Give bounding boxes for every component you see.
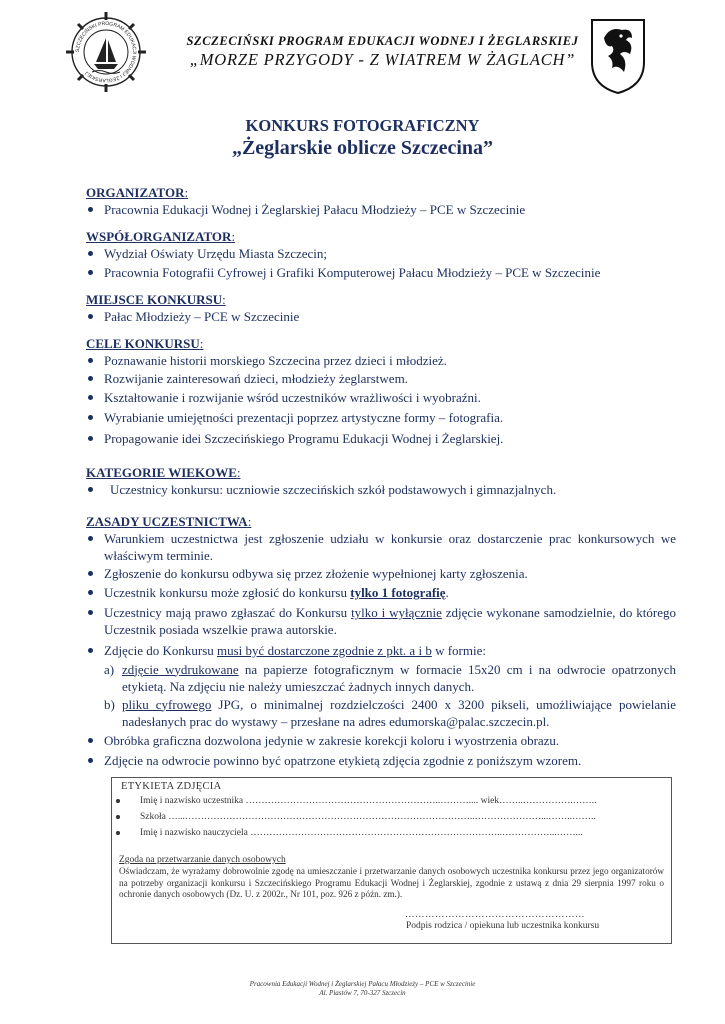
section-title: KATEGORIE WIEKOWE:: [86, 464, 241, 480]
list-item: Wyrabianie umiejętności prezentacji poprzez artystyczne formy – fotografia.: [86, 409, 676, 426]
list-item: Pracownia Fotografii Cyfrowej i Grafiki Komputerowej Pałacu Młodzieży – PCE w Szczecinie: [86, 264, 676, 281]
program-motto: „MORZE PRZYGODY - Z WIATREM W ŻAGLACH”: [189, 50, 576, 69]
age-categories-section: [86, 465, 676, 498]
consent-title: Zgoda na przetwarzanie danych osobowych: [119, 855, 286, 865]
list-item: Uczestnik konkursu może zgłosić do konkursu tylko 1 fotografię.: [86, 584, 676, 601]
bullet-icon: [116, 799, 120, 803]
sub-item-a: a) zdjęcie wydrukowane na papierze fotograficznym w formacie 15x20 cm i na odwrocie opatrzonych etykietą. Na zdjęciu nie należy umieszczać żadnych innych danych.: [104, 661, 676, 694]
goals-section: [86, 336, 676, 447]
sub-item-b: b) pliku cyfrowego JPG, o minimalnej rozdzielczości 2400 x 3200 pikseli, umożliwiające powielanie nadesłanych prac do wystawy – przesłane na adres edumorska@palac.szczecin.pl.: [104, 696, 676, 729]
submission-forms-list: [86, 661, 676, 730]
venue-section: [86, 292, 676, 325]
list-item: Uczestnicy konkursu: uczniowie szczecińskich szkół podstawowych i gimnazjalnych.: [86, 481, 676, 498]
program-name: SZCZECIŃSKI PROGRAM EDUKACJI WODNEJ I ŻEGLARSKIEJ: [186, 34, 579, 48]
list-item: Zdjęcie do Konkursu musi być dostarczone zgodnie z pkt. a i b w formie:: [86, 642, 676, 659]
page-footer: [0, 980, 725, 998]
list-item: Zdjęcie na odwrocie powinno być opatrzone etykietą zdjęcia zgodnie z poniższym wzorem.: [86, 752, 676, 769]
photo-label-template: [111, 777, 672, 944]
section-title: WSPÓŁORGANIZATOR:: [86, 229, 236, 244]
list-item: Uczestnicy mają prawo zgłaszać do Konkursu tylko i wyłącznie zdjęcie wykonane samodzielnie, do którego Uczestnik posiada wszelkie prawa autorskie.: [86, 604, 676, 638]
list-item: Pałac Młodzieży – PCE w Szczecinie: [86, 308, 676, 325]
coorganizer-section: [86, 229, 676, 281]
emblem-ring-text: SZCZECIŃSKI PROGRAM EDUKACJI WODNEJ I ŻEGLARSKIEJ: [74, 20, 138, 84]
contest-type-heading: KONKURS FOTOGRAFICZNY: [245, 116, 480, 135]
rules-section: [86, 514, 676, 769]
list-item: Rozwijanie zainteresowań dzieci, młodzieży żeglarstwem.: [86, 370, 676, 387]
section-title: MIEJSCE KONKURSU:: [86, 291, 226, 307]
teacher-name-field: Imię i nazwisko nauczyciela ……………………………………………………………………..……………...……...: [112, 827, 671, 841]
signature-line: ………………………………………………: [405, 910, 585, 920]
list-item: Obróbka graficzna dozwolona jedynie w zakresie korekcji koloru i wyostrzenia obrazu.: [86, 732, 676, 749]
list-item: Pracownia Edukacji Wodnej i Żeglarskiej Pałacu Młodzieży – PCE w Szczecinie: [86, 201, 676, 218]
contest-name-heading: „Żeglarskie oblicze Szczecina”: [231, 137, 494, 159]
section-title: ZASADY UCZESTNICTWA:: [86, 513, 252, 529]
bullet-icon: [116, 831, 120, 835]
organizer-section: [86, 185, 676, 218]
regulations-content: [86, 185, 676, 780]
list-item: Warunkiem uczestnictwa jest zgłoszenie udziału w konkursie oraz dostarczenie prac konkursowych we właściwym terminie.: [86, 530, 676, 564]
list-item: Zgłoszenie do konkursu odbywa się przez złożenie wypełnionej karty zgłoszenia.: [86, 565, 676, 582]
list-item: Propagowanie idei Szczecińskiego Programu Edukacji Wodnej i Żeglarskiej.: [86, 430, 676, 447]
page-header: [0, 10, 725, 100]
ship-wheel-emblem-icon: [66, 12, 146, 92]
list-item: Poznawanie historii morskiego Szczecina przez dzieci i młodzież.: [86, 352, 676, 369]
footer-address: Al. Piastów 7, 70-327 Szczecin: [319, 989, 406, 997]
section-title: ORGANIZATOR:: [86, 185, 189, 200]
signature-caption: Podpis rodzica / opiekuna lub uczestnika konkursu: [406, 921, 600, 931]
footer-institution: Pracownia Edukacji Wodnej i Żeglarskiej Pałacu Młodzieży – PCE w Szczecinie: [249, 980, 476, 988]
bullet-icon: [116, 815, 120, 819]
consent-text: Oświadczam, że wyrażamy dobrowolnie zgodę na umieszczanie i przetwarzanie danych osobowych uczestnika konkursu przez jego organizatorów na potrzeby organizacji konkursu i Szczecińskiego Programu Edukacji Wodnej i Żeglarskiej, zgodnie z ustawą z dnia 29 sierpnia 1997 roku o ochronie danych osobowych (Dz. U. z 2002r., Nr 101, poz. 926 z późn. zm.).: [119, 866, 664, 899]
school-field: Szkoła …...………………………………………………………………………………..…………………...……..……..: [112, 811, 671, 825]
list-item: Wydział Oświaty Urzędu Miasta Szczecin;: [86, 245, 676, 262]
list-item: Kształtowanie i rozwijanie wśród uczestników wrażliwości i wyobraźni.: [86, 389, 676, 406]
label-title: ETYKIETA ZDJĘCIA: [121, 781, 222, 792]
participant-name-age-field: Imię i nazwisko uczestnika ……………………………………………………..……….... wiek……..…………….……..: [112, 795, 671, 809]
section-title: CELE KONKURSU:: [86, 335, 204, 351]
griffin-coat-of-arms-icon: [588, 16, 648, 96]
